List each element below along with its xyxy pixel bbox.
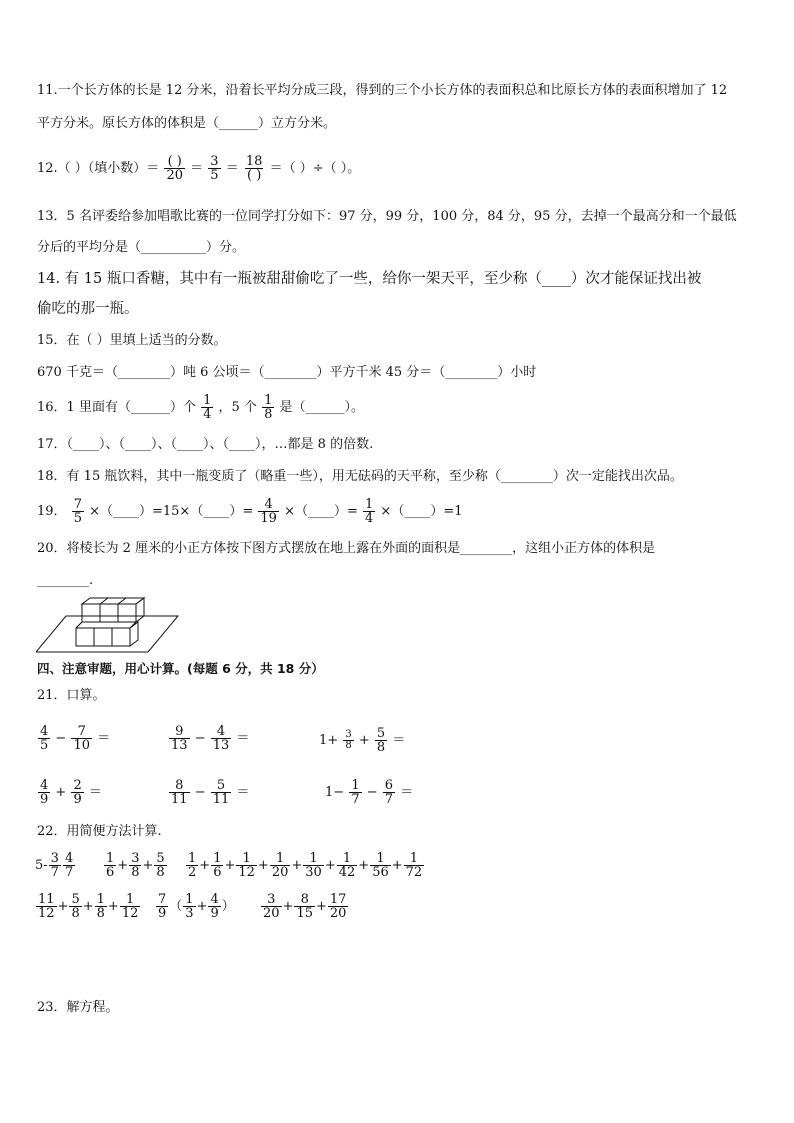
q22-item-6: $\frac{3}{20}$ + $\frac{8}{15}$ + $\frac{17}{20}$: [263, 892, 347, 921]
cube-front: [118, 604, 136, 622]
q21-item-c: 1+ $\frac{3}{8}$ + $\frac{5}{8}$ ＝: [319, 726, 406, 755]
q21-item-b: $\frac{9}{13}$ − $\frac{4}{13}$ ＝: [171, 724, 250, 753]
q12-frac1: $\frac{( )}{20}$: [166, 154, 183, 183]
q15-title: 15．在（ ）里填上适当的分数。: [37, 333, 227, 348]
q19: 19． $\frac{7}{5}$ ×（____）=15×（____）= $\frac{4}{19}$ ×（____）= $\frac{1}{4}$ ×（____）=1: [37, 497, 463, 526]
q12-prefix: 12.（ ）（填小数）＝: [37, 161, 160, 176]
q12-frac2: $\frac{3}{5}$: [210, 154, 219, 183]
cube-front: [82, 604, 100, 622]
cube-side: [130, 622, 138, 646]
q22-title: 22．用简便方法计算.: [37, 824, 162, 839]
ground-plane: [36, 616, 178, 652]
q15-line: 670 千克＝（________）吨 6 公顷＝（________）平方千米 45 分＝（________）小时: [37, 365, 537, 380]
cube-front: [112, 628, 130, 646]
cube-front: [94, 628, 112, 646]
cubes-figure: [36, 596, 182, 654]
q22-item-5: $\frac{7}{9}$ （ $\frac{1}{3}$ + $\frac{4}{9}$ ）: [158, 892, 235, 921]
q21-item-d: $\frac{4}{9}$ + $\frac{2}{9}$ ＝: [40, 778, 102, 807]
q12-frac3: $\frac{18}{( )}$: [245, 154, 263, 183]
cube-side: [136, 598, 144, 622]
q20-line2: ________.: [37, 573, 94, 588]
q16: 16．1 里面有（______）个 $\frac{1}{4}$ ，5 个 $\frac{1}{8}$ 是（______）。: [37, 393, 364, 422]
q19-frac3: $\frac{1}{4}$: [365, 497, 374, 526]
q14-line2: 偷吃的那一瓶。: [37, 301, 139, 317]
q18: 18．有 15 瓶饮料，其中一瓶变质了（略重一些），用无砝码的天平称，至少称（________）次一定能找出次品。: [37, 469, 683, 484]
q19-frac1: $\frac{7}{5}$: [73, 497, 82, 526]
q13-line1: 13．5 名评委给参加唱歌比赛的一位同学打分如下：97 分，99 分，100 分，84 分，95 分，去掉一个最高分和一个最低: [37, 209, 737, 224]
q22-item-1: 5- $\frac{3}{7}$ $\frac{4}{7}$: [35, 851, 74, 880]
q12-suffix: ＝（ ）÷（ ）。: [269, 161, 361, 176]
q21-title: 21．口算。: [37, 688, 106, 703]
q21-item-a: $\frac{4}{5}$ − $\frac{7}{10}$ ＝: [40, 724, 111, 753]
cube-front: [100, 604, 118, 622]
q22-item-3: $\frac{1}{2}$ + $\frac{1}{6}$ + $\frac{1}{12}$ + $\frac{1}{20}$ + $\frac{1}{30}$ + $\frac{1}{42}$ + $\frac{1}{56}$ + $\frac{1}{72}$: [188, 851, 423, 880]
section4-title: 四、注意审题，用心计算。(每题 6 分，共 18 分）: [37, 661, 324, 676]
q23-title: 23．解方程。: [37, 1000, 119, 1015]
q14-line1: 14. 有 15 瓶口香糖，其中有一瓶被甜甜偷吃了一些，给你一架天平，至少称（____）次才能保证找出被: [37, 271, 702, 287]
q13-line2: 分后的平均分是（__________）分。: [37, 240, 246, 255]
q12: 12.（ ）（填小数）＝ $\frac{( )}{20}$ ＝ $\frac{3}{5}$ ＝ $\frac{18}{( )}$ ＝（ ）÷（ ）。: [37, 154, 361, 183]
q17: 17．（____）、（____）、（____）、（____），…都是 8 的倍数.: [37, 437, 374, 452]
q21-item-f: 1− $\frac{1}{7}$ − $\frac{6}{7}$ ＝: [325, 778, 414, 807]
cube-top: [82, 598, 144, 604]
cube-front: [76, 628, 94, 646]
q11-line2: 平方分米。原长方体的体积是（______）立方分米。: [37, 116, 337, 131]
q16-frac2: $\frac{1}{8}$: [264, 393, 273, 422]
q16-frac1: $\frac{1}{4}$: [203, 393, 212, 422]
q20-line1: 20．将棱长为 2 厘米的小正方体按下图方式摆放在地上露在外面的面积是________，这组小正方体的体积是: [37, 541, 656, 556]
q22-item-2: $\frac{1}{6}$ + $\frac{3}{8}$ + $\frac{5}{8}$: [106, 851, 165, 880]
q22-item-4: $\frac{11}{12}$ + $\frac{5}{8}$ + $\frac{1}{8}$ + $\frac{1}{12}$: [38, 892, 139, 921]
q11-line1: 11.一个长方体的长是 12 分米，沿着长平均分成三段，得到的三个小长方体的表面积总和比原长方体的表面积增加了 12: [37, 83, 728, 98]
q21-item-e: $\frac{8}{11}$ − $\frac{5}{11}$ ＝: [171, 778, 250, 807]
q19-frac2: $\frac{4}{19}$: [260, 497, 277, 526]
